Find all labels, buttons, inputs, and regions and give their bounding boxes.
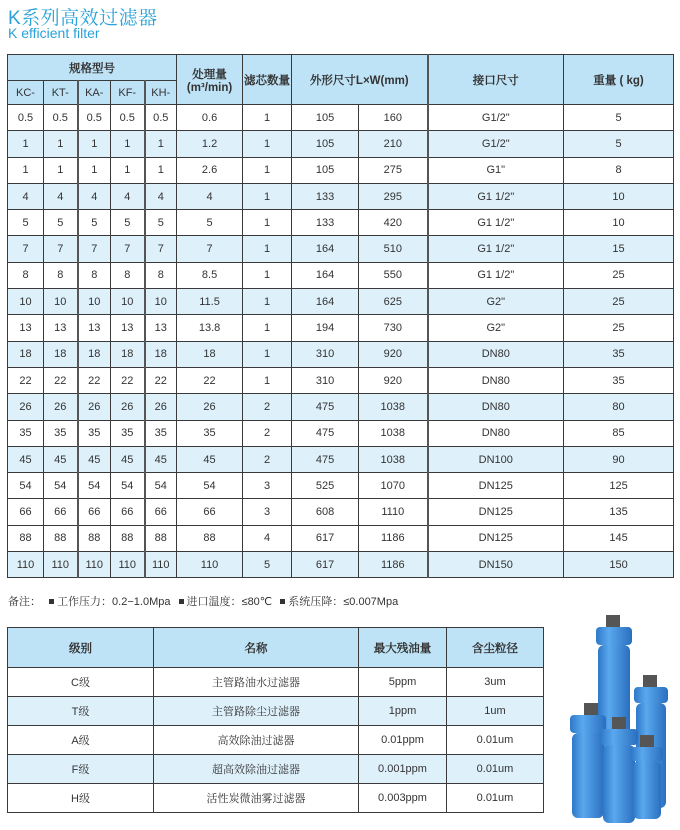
cell-model-kf: 7 (111, 236, 145, 262)
cell-capacity: 8.5 (177, 262, 243, 288)
cell-model-kt: 7 (44, 236, 78, 262)
cell-model-kc: 22 (8, 367, 44, 393)
header-element-count: 滤芯数量 (243, 55, 292, 105)
cell-model-kf: 5 (111, 210, 145, 236)
cell-model-kf: 18 (111, 341, 145, 367)
cell-model-ka: 54 (78, 473, 111, 499)
cell-model-ka: 22 (78, 367, 111, 393)
cell-width: 920 (359, 341, 428, 367)
bullet-square-icon (179, 599, 184, 604)
cell-model-kh: 5 (145, 210, 177, 236)
bullet-square-icon (280, 599, 285, 604)
cell-capacity: 110 (177, 552, 243, 578)
cell-capacity: 0.6 (177, 105, 243, 131)
cell-model-kc: 10 (8, 289, 44, 315)
cell-model-ka: 26 (78, 394, 111, 420)
cell-width: 510 (359, 236, 428, 262)
cell-model-kt: 110 (44, 552, 78, 578)
cell-model-kf: 110 (111, 552, 145, 578)
cell-weight: 150 (564, 552, 674, 578)
cell-length: 475 (292, 446, 359, 472)
header-capacity-line1: 处理量 (192, 68, 227, 81)
cell-model-kt: 5 (44, 210, 78, 236)
cell-model-kc: 18 (8, 341, 44, 367)
cell-model-ka: 110 (78, 552, 111, 578)
header-dimensions: 外形尺寸L×W(mm) (292, 55, 428, 105)
table-row (8, 341, 674, 367)
cell-weight: 15 (564, 236, 674, 262)
cell-model-kt: 26 (44, 394, 78, 420)
cell-length: 310 (292, 341, 359, 367)
cell-model-kc: 0.5 (8, 105, 44, 131)
cell-element-count: 1 (243, 367, 292, 393)
cell-model-kh: 0.5 (145, 105, 177, 131)
cell-weight: 145 (564, 525, 674, 551)
cell-model-kf: 66 (111, 499, 145, 525)
cell-element-count: 1 (243, 341, 292, 367)
cell-element-count: 1 (243, 262, 292, 288)
cell-model-kh: 18 (145, 341, 177, 367)
cell-capacity: 2.6 (177, 157, 243, 183)
cell-length: 133 (292, 183, 359, 209)
cell-model-kt: 54 (44, 473, 78, 499)
cell-capacity: 54 (177, 473, 243, 499)
header-name: 名称 (154, 628, 359, 668)
cell-interface: DN125 (428, 473, 564, 499)
table-row (8, 315, 674, 341)
cell-model-kc: 1 (8, 131, 44, 157)
cell-model-kf: 88 (111, 525, 145, 551)
cell-model-kt: 13 (44, 315, 78, 341)
cell-model-kf: 1 (111, 157, 145, 183)
cell-weight: 35 (564, 341, 674, 367)
cell-interface: G2" (428, 289, 564, 315)
cell-model-kc: 45 (8, 446, 44, 472)
cell-element-count: 2 (243, 446, 292, 472)
cell-particle-size: 0.01um (447, 726, 544, 755)
cell-element-count: 3 (243, 473, 292, 499)
cell-interface: DN80 (428, 341, 564, 367)
cell-length: 105 (292, 131, 359, 157)
cell-width: 625 (359, 289, 428, 315)
cell-capacity: 45 (177, 446, 243, 472)
cell-model-kh: 13 (145, 315, 177, 341)
cell-weight: 25 (564, 262, 674, 288)
header-model-kf: KF- (111, 81, 145, 105)
cell-model-kh: 1 (145, 157, 177, 183)
cell-max-oil: 0.01ppm (359, 726, 447, 755)
cell-width: 920 (359, 367, 428, 393)
cell-model-kf: 1 (111, 131, 145, 157)
cell-model-kt: 1 (44, 157, 78, 183)
table-row (8, 697, 544, 726)
cell-width: 1186 (359, 525, 428, 551)
cell-width: 1186 (359, 552, 428, 578)
cell-element-count: 3 (243, 499, 292, 525)
cell-model-ka: 5 (78, 210, 111, 236)
cell-model-ka: 1 (78, 131, 111, 157)
cell-grade: T级 (8, 697, 154, 726)
cell-model-kh: 66 (145, 499, 177, 525)
table-row (8, 552, 674, 578)
cell-model-kf: 45 (111, 446, 145, 472)
table-row (8, 289, 674, 315)
cell-model-kc: 13 (8, 315, 44, 341)
cell-interface: G1/2" (428, 131, 564, 157)
cell-capacity: 66 (177, 499, 243, 525)
cell-model-ka: 0.5 (78, 105, 111, 131)
cell-grade: F级 (8, 755, 154, 784)
spec-table-body (8, 105, 674, 578)
cell-element-count: 1 (243, 236, 292, 262)
cell-particle-size: 0.01um (447, 755, 544, 784)
table-row (8, 236, 674, 262)
cell-width: 1038 (359, 394, 428, 420)
cell-capacity: 13.8 (177, 315, 243, 341)
cell-model-ka: 13 (78, 315, 111, 341)
cell-capacity: 22 (177, 367, 243, 393)
cell-model-kc: 35 (8, 420, 44, 446)
cell-model-kc: 4 (8, 183, 44, 209)
cell-weight: 10 (564, 183, 674, 209)
page-subtitle: K efficient filter (8, 25, 100, 41)
cell-model-kf: 0.5 (111, 105, 145, 131)
cell-max-oil: 0.001ppm (359, 755, 447, 784)
page-title: K系列高效过滤器 (8, 8, 158, 29)
cell-element-count: 4 (243, 525, 292, 551)
cell-length: 475 (292, 394, 359, 420)
table-row (8, 755, 544, 784)
table-row (8, 157, 674, 183)
cell-element-count: 2 (243, 420, 292, 446)
cell-length: 475 (292, 420, 359, 446)
notes (8, 593, 398, 609)
cell-name: 高效除油过滤器 (154, 726, 359, 755)
cell-model-kf: 35 (111, 420, 145, 446)
cell-model-kh: 1 (145, 131, 177, 157)
cell-model-kc: 7 (8, 236, 44, 262)
cell-model-kt: 0.5 (44, 105, 78, 131)
cell-weight: 25 (564, 315, 674, 341)
table-row (8, 262, 674, 288)
cell-capacity: 35 (177, 420, 243, 446)
cell-width: 1038 (359, 420, 428, 446)
cell-length: 194 (292, 315, 359, 341)
note-temperature: 进口温度：≤80℃ (186, 596, 273, 608)
cell-weight: 135 (564, 499, 674, 525)
note-pressure-drop: 系统压降：≤0.007Mpa (288, 596, 399, 608)
cell-max-oil: 1ppm (359, 697, 447, 726)
table-row (8, 668, 544, 697)
cell-element-count: 1 (243, 210, 292, 236)
cell-name: 主管路除尘过滤器 (154, 697, 359, 726)
cell-length: 310 (292, 367, 359, 393)
cell-model-kt: 35 (44, 420, 78, 446)
cell-length: 525 (292, 473, 359, 499)
cell-model-ka: 66 (78, 499, 111, 525)
cell-model-kh: 8 (145, 262, 177, 288)
cell-grade: H级 (8, 784, 154, 813)
table-row (8, 525, 674, 551)
cell-weight: 80 (564, 394, 674, 420)
cell-width: 210 (359, 131, 428, 157)
cell-length: 617 (292, 552, 359, 578)
cell-max-oil: 0.003ppm (359, 784, 447, 813)
cell-model-kh: 26 (145, 394, 177, 420)
cell-interface: G1 1/2" (428, 236, 564, 262)
cell-element-count: 1 (243, 183, 292, 209)
cell-interface: G1 1/2" (428, 183, 564, 209)
cell-length: 164 (292, 236, 359, 262)
table-row (8, 210, 674, 236)
cell-model-ka: 8 (78, 262, 111, 288)
cell-weight: 35 (564, 367, 674, 393)
cell-element-count: 5 (243, 552, 292, 578)
cell-model-kh: 35 (145, 420, 177, 446)
cell-model-kc: 5 (8, 210, 44, 236)
cell-grade: C级 (8, 668, 154, 697)
cell-model-kh: 45 (145, 446, 177, 472)
cell-weight: 25 (564, 289, 674, 315)
grade-table-body (8, 668, 544, 813)
cell-interface: G2" (428, 315, 564, 341)
bullet-square-icon (49, 599, 54, 604)
header-weight: 重量 ( kg) (564, 55, 674, 105)
cell-model-ka: 88 (78, 525, 111, 551)
cell-capacity: 4 (177, 183, 243, 209)
cell-grade: A级 (8, 726, 154, 755)
header-interface: 接口尺寸 (428, 55, 564, 105)
cell-length: 164 (292, 289, 359, 315)
cell-model-kt: 45 (44, 446, 78, 472)
cell-weight: 5 (564, 131, 674, 157)
cell-interface: DN80 (428, 367, 564, 393)
cell-weight: 8 (564, 157, 674, 183)
cell-model-kh: 7 (145, 236, 177, 262)
cell-model-kf: 4 (111, 183, 145, 209)
cell-length: 164 (292, 262, 359, 288)
cell-length: 608 (292, 499, 359, 525)
cell-model-kt: 22 (44, 367, 78, 393)
cell-weight: 90 (564, 446, 674, 472)
table-row (8, 499, 674, 525)
table-row (8, 131, 674, 157)
cell-model-ka: 45 (78, 446, 111, 472)
table-row (8, 183, 674, 209)
cell-particle-size: 1um (447, 697, 544, 726)
cell-interface: G1" (428, 157, 564, 183)
note-pressure: 工作压力：0.2−1.0Mpa (57, 596, 171, 608)
grade-table (7, 627, 544, 813)
cell-width: 550 (359, 262, 428, 288)
cell-element-count: 1 (243, 157, 292, 183)
cell-interface: G1 1/2" (428, 210, 564, 236)
cell-capacity: 26 (177, 394, 243, 420)
filter-housings-icon (560, 605, 675, 825)
cell-length: 133 (292, 210, 359, 236)
cell-element-count: 1 (243, 289, 292, 315)
cell-weight: 5 (564, 105, 674, 131)
table-row (8, 105, 674, 131)
cell-model-kt: 10 (44, 289, 78, 315)
cell-width: 1070 (359, 473, 428, 499)
table-row (8, 420, 674, 446)
cell-model-kt: 4 (44, 183, 78, 209)
cell-model-kt: 66 (44, 499, 78, 525)
cell-capacity: 5 (177, 210, 243, 236)
cell-length: 105 (292, 105, 359, 131)
cell-width: 1110 (359, 499, 428, 525)
header-model-group: 规格型号 (8, 55, 177, 81)
table-row (8, 367, 674, 393)
cell-model-kc: 54 (8, 473, 44, 499)
table-row (8, 446, 674, 472)
header-max-oil: 最大残油量 (359, 628, 447, 668)
header-capacity (177, 55, 243, 105)
cell-interface: G1 1/2" (428, 262, 564, 288)
cell-weight: 10 (564, 210, 674, 236)
cell-interface: G1/2" (428, 105, 564, 131)
cell-length: 105 (292, 157, 359, 183)
cell-name: 活性炭微油雾过滤器 (154, 784, 359, 813)
cell-model-kc: 26 (8, 394, 44, 420)
cell-element-count: 1 (243, 105, 292, 131)
cell-model-kf: 8 (111, 262, 145, 288)
cell-model-kc: 1 (8, 157, 44, 183)
cell-interface: DN150 (428, 552, 564, 578)
cell-model-ka: 10 (78, 289, 111, 315)
header-model-kc: KC- (8, 81, 44, 105)
cell-model-kh: 22 (145, 367, 177, 393)
cell-element-count: 1 (243, 131, 292, 157)
cell-model-ka: 4 (78, 183, 111, 209)
cell-model-kh: 4 (145, 183, 177, 209)
cell-name: 主管路油水过滤器 (154, 668, 359, 697)
cell-model-kc: 88 (8, 525, 44, 551)
table-row (8, 473, 674, 499)
cell-capacity: 7 (177, 236, 243, 262)
header-capacity-line2: (m³/min) (186, 81, 233, 94)
cell-model-kh: 88 (145, 525, 177, 551)
cell-element-count: 1 (243, 315, 292, 341)
cell-capacity: 11.5 (177, 289, 243, 315)
cell-weight: 125 (564, 473, 674, 499)
cell-max-oil: 5ppm (359, 668, 447, 697)
header-model-kh: KH- (145, 81, 177, 105)
notes-label: 备注： (8, 596, 41, 608)
header-model-kt: KT- (44, 81, 78, 105)
header-particle-size: 含尘粒径 (447, 628, 544, 668)
cell-model-ka: 35 (78, 420, 111, 446)
product-image-filters (560, 605, 675, 825)
cell-model-kh: 54 (145, 473, 177, 499)
cell-width: 160 (359, 105, 428, 131)
cell-model-ka: 1 (78, 157, 111, 183)
cell-model-kf: 54 (111, 473, 145, 499)
spec-table (7, 54, 674, 578)
table-row (8, 726, 544, 755)
header-grade: 级别 (8, 628, 154, 668)
header-model-ka: KA- (78, 81, 111, 105)
cell-model-kt: 1 (44, 131, 78, 157)
cell-model-kf: 13 (111, 315, 145, 341)
cell-model-kt: 88 (44, 525, 78, 551)
cell-particle-size: 0.01um (447, 784, 544, 813)
cell-element-count: 2 (243, 394, 292, 420)
table-row (8, 784, 544, 813)
cell-interface: DN125 (428, 499, 564, 525)
cell-interface: DN80 (428, 394, 564, 420)
cell-width: 1038 (359, 446, 428, 472)
cell-capacity: 88 (177, 525, 243, 551)
cell-model-kf: 26 (111, 394, 145, 420)
cell-model-kh: 10 (145, 289, 177, 315)
cell-width: 295 (359, 183, 428, 209)
cell-model-kh: 110 (145, 552, 177, 578)
cell-model-kt: 18 (44, 341, 78, 367)
table-row (8, 394, 674, 420)
cell-model-kf: 10 (111, 289, 145, 315)
cell-weight: 85 (564, 420, 674, 446)
cell-model-kc: 8 (8, 262, 44, 288)
cell-interface: DN80 (428, 420, 564, 446)
cell-model-ka: 7 (78, 236, 111, 262)
cell-model-kc: 110 (8, 552, 44, 578)
cell-interface: DN100 (428, 446, 564, 472)
cell-width: 275 (359, 157, 428, 183)
cell-model-kt: 8 (44, 262, 78, 288)
cell-width: 730 (359, 315, 428, 341)
cell-capacity: 18 (177, 341, 243, 367)
cell-interface: DN125 (428, 525, 564, 551)
cell-name: 超高效除油过滤器 (154, 755, 359, 784)
cell-length: 617 (292, 525, 359, 551)
cell-model-kc: 66 (8, 499, 44, 525)
cell-model-kf: 22 (111, 367, 145, 393)
cell-model-ka: 18 (78, 341, 111, 367)
cell-particle-size: 3um (447, 668, 544, 697)
cell-width: 420 (359, 210, 428, 236)
cell-capacity: 1.2 (177, 131, 243, 157)
